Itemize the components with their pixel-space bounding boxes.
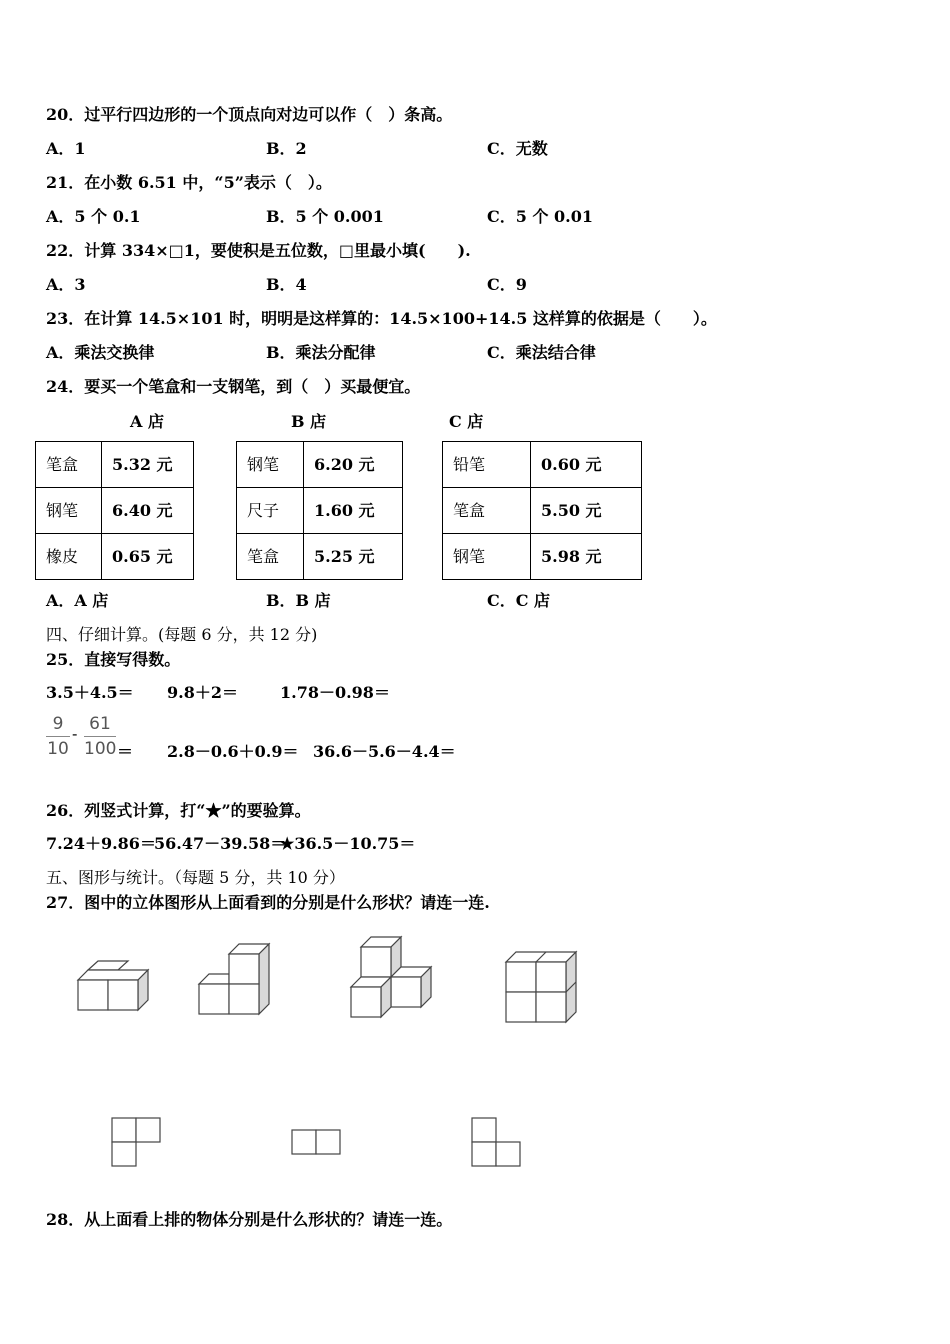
option-a[interactable]: A．A 店 (46, 591, 109, 610)
section-5-heading: 五、图形与统计。（每题 5 分，共 10 分） (46, 868, 345, 887)
shop-c-title: C 店 (449, 412, 484, 431)
item-price: 0.60 元 (531, 442, 642, 488)
option-a[interactable]: A．3 (46, 275, 86, 294)
numerator: 61 (84, 714, 116, 737)
shop-b-table (236, 441, 403, 580)
shop-a-table (35, 441, 194, 580)
section-4-heading: 四、仔细计算。(每题 6 分，共 12 分) (46, 625, 318, 644)
table-row (443, 488, 642, 534)
solid-figure-2 (195, 940, 275, 1018)
item-price: 5.32 元 (102, 442, 194, 488)
item-price: 1.60 元 (304, 488, 403, 534)
numerator: 9 (46, 714, 70, 737)
item-price: 0.65 元 (102, 534, 194, 580)
shop-c-table (442, 441, 642, 580)
option-c[interactable]: C．乘法结合律 (487, 343, 596, 362)
question-28-stem: 28．从上面看上排的物体分别是什么形状的？请连一连。 (46, 1210, 453, 1229)
item-name: 笔盒 (36, 442, 102, 488)
equals-sign: ＝ (117, 742, 134, 761)
minus-sign: - (72, 724, 78, 743)
solid-figure-3 (347, 933, 437, 1021)
item-name: 钢笔 (36, 488, 102, 534)
question-26-stem: 26．列竖式计算，打“★”的要验算。 (46, 801, 311, 820)
calc-item: 56.47－39.58＝ (154, 834, 287, 853)
item-price: 5.98 元 (531, 534, 642, 580)
option-b[interactable]: B．5 个 0.001 (266, 207, 384, 226)
option-a[interactable]: A．5 个 0.1 (46, 207, 141, 226)
item-name: 尺子 (237, 488, 304, 534)
calc-item: 2.8－0.6＋0.9＝ (167, 742, 299, 761)
denominator: 10 (47, 739, 69, 759)
calc-item: 7.24＋9.86＝ (46, 834, 156, 853)
item-price: 6.20 元 (304, 442, 403, 488)
table-row (36, 488, 194, 534)
option-b[interactable]: B．B 店 (266, 591, 331, 610)
calc-item: 9.8＋2＝ (167, 683, 238, 702)
solid-figure-4 (502, 948, 582, 1028)
option-a[interactable]: A．乘法交换律 (46, 343, 155, 362)
question-22-stem: 22．计算 334×□1，要使积是五位数，□里最小填( ). (46, 241, 471, 260)
question-27-stem: 27．图中的立体图形从上面看到的分别是什么形状？请连一连. (46, 893, 490, 912)
table-row (443, 534, 642, 580)
table-row (443, 442, 642, 488)
item-name: 橡皮 (36, 534, 102, 580)
option-b[interactable]: B．乘法分配律 (266, 343, 376, 362)
option-c[interactable]: C．C 店 (487, 591, 551, 610)
calc-item: 36.6－5.6－4.4＝ (313, 742, 456, 761)
table-row (36, 442, 194, 488)
item-name: 笔盒 (443, 488, 531, 534)
item-name: 钢笔 (237, 442, 304, 488)
option-a[interactable]: A．1 (46, 139, 86, 158)
table-row (237, 488, 403, 534)
top-view-shape-3 (470, 1116, 524, 1170)
item-name: 钢笔 (443, 534, 531, 580)
option-b[interactable]: B．4 (266, 275, 307, 294)
item-price: 5.50 元 (531, 488, 642, 534)
item-name: 笔盒 (237, 534, 304, 580)
solid-figure-1 (74, 958, 154, 1014)
fraction-9-10 (46, 714, 70, 759)
table-row (36, 534, 194, 580)
table-row (237, 534, 403, 580)
option-c[interactable]: C．无数 (487, 139, 548, 158)
item-name: 铅笔 (443, 442, 531, 488)
shop-b-title: B 店 (291, 412, 327, 431)
calc-item: 1.78－0.98＝ (280, 683, 390, 702)
calc-item: 3.5＋4.5＝ (46, 683, 134, 702)
question-20-stem: 20．过平行四边形的一个顶点向对边可以作（ ）条高。 (46, 105, 453, 124)
question-24-stem: 24．要买一个笔盒和一支钢笔，到（ ）买最便宜。 (46, 377, 421, 396)
calc-item: ★36.5－10.75＝ (280, 834, 416, 853)
option-b[interactable]: B．2 (266, 139, 307, 158)
question-23-stem: 23．在计算 14.5×101 时，明明是这样算的：14.5×100+14.5 这样算的依据是（ ）。 (46, 309, 717, 328)
question-21-stem: 21．在小数 6.51 中，“5”表示（ ）。 (46, 173, 332, 192)
table-row (237, 442, 403, 488)
item-price: 5.25 元 (304, 534, 403, 580)
shop-a-title: A 店 (130, 412, 164, 431)
question-25-stem: 25．直接写得数。 (46, 650, 181, 669)
option-c[interactable]: C．5 个 0.01 (487, 207, 593, 226)
fraction-61-100 (84, 714, 116, 759)
top-view-shape-2 (290, 1128, 344, 1158)
item-price: 6.40 元 (102, 488, 194, 534)
denominator: 100 (84, 739, 117, 759)
top-view-shape-1 (110, 1116, 164, 1170)
option-c[interactable]: C．9 (487, 275, 527, 294)
